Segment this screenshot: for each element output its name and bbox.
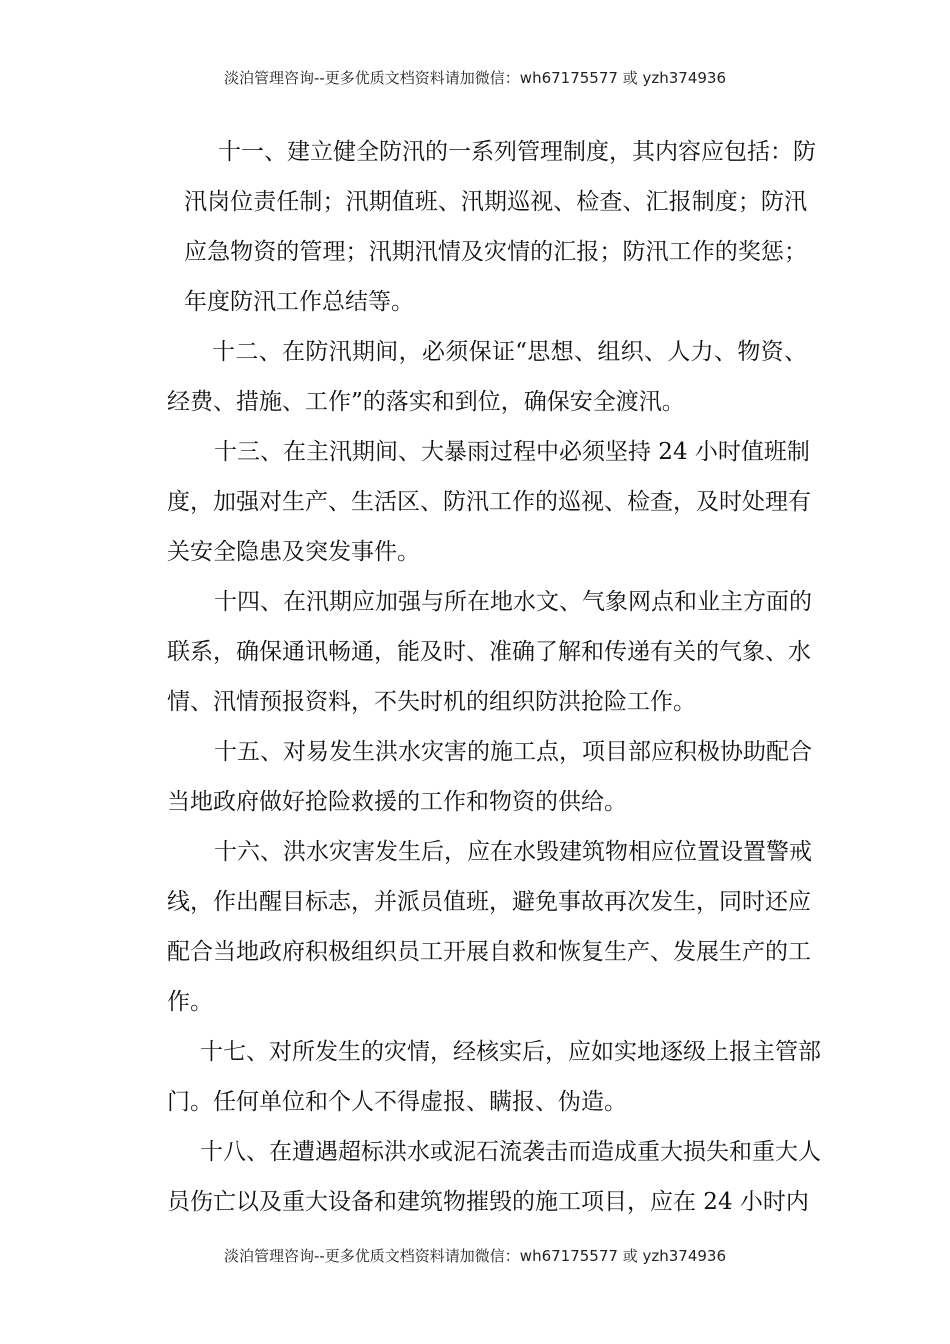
paragraph-17-line-1: 十七、对所发生的灾情，经核实后，应如实地逐级上报主管部 bbox=[200, 1039, 821, 1065]
paragraph-11-line-2: 汛岗位责任制；汛期值班、汛期巡视、检查、汇报制度；防汛 bbox=[184, 189, 807, 215]
paragraph-16-line-3: 配合当地政府积极组织员工开展自救和恢复生产、发展生产的工 bbox=[167, 939, 811, 965]
paragraph-18-line-2: 员伤亡以及重大设备和建筑物摧毁的施工项目，应在 24 小时内 bbox=[167, 1189, 809, 1215]
paragraph-11-line-3: 应急物资的管理；汛期汛情及灾情的汇报；防汛工作的奖惩； bbox=[184, 239, 807, 265]
paragraph-14-line-3: 情、汛情预报资料，不失时机的组织防洪抢险工作。 bbox=[167, 689, 696, 715]
paragraph-17-line-2: 门。任何单位和个人不得虚报、瞒报、伪造。 bbox=[167, 1089, 627, 1115]
paragraph-16-line-1: 十六、洪水灾害发生后，应在水毁建筑物相应位置设置警戒 bbox=[214, 839, 812, 865]
paragraph-13-line-1: 十三、在主汛期间、大暴雨过程中必须坚持 24 小时值班制 bbox=[214, 439, 810, 465]
paragraph-15-line-1: 十五、对易发生洪水灾害的施工点，项目部应积极协助配合 bbox=[214, 739, 812, 765]
paragraph-11-line-1: 十一、建立健全防汛的一系列管理制度，其内容应包括：防 bbox=[218, 139, 816, 165]
paragraph-16-line-4: 作。 bbox=[167, 989, 213, 1015]
page-header: 淡泊管理咨询--更多优质文档资料请加微信：wh67175577 或 yzh374936 bbox=[223, 69, 726, 87]
paragraph-12-line-1: 十二、在防汛期间，必须保证“思想、组织、人力、物资、 bbox=[212, 339, 807, 365]
paragraph-14-line-1: 十四、在汛期应加强与所在地水文、气象网点和业主方面的 bbox=[214, 589, 812, 615]
paragraph-12-line-2: 经费、措施、工作”的落实和到位，确保安全渡汛。 bbox=[167, 389, 685, 415]
page-footer: 淡泊管理咨询--更多优质文档资料请加微信：wh67175577 或 yzh374936 bbox=[223, 1247, 726, 1265]
paragraph-11-line-4: 年度防汛工作总结等。 bbox=[184, 289, 414, 315]
paragraph-18-line-1: 十八、在遭遇超标洪水或泥石流袭击而造成重大损失和重大人 bbox=[200, 1139, 821, 1165]
paragraph-13-line-2: 度，加强对生产、生活区、防汛工作的巡视、检查，及时处理有 bbox=[167, 489, 811, 515]
paragraph-13-line-3: 关安全隐患及突发事件。 bbox=[167, 539, 420, 565]
paragraph-16-line-2: 线，作出醒目标志，并派员值班，避免事故再次发生，同时还应 bbox=[167, 889, 811, 915]
paragraph-15-line-2: 当地政府做好抢险救援的工作和物资的供给。 bbox=[167, 789, 627, 815]
paragraph-14-line-2: 联系，确保通讯畅通，能及时、准确了解和传递有关的气象、水 bbox=[167, 639, 811, 665]
